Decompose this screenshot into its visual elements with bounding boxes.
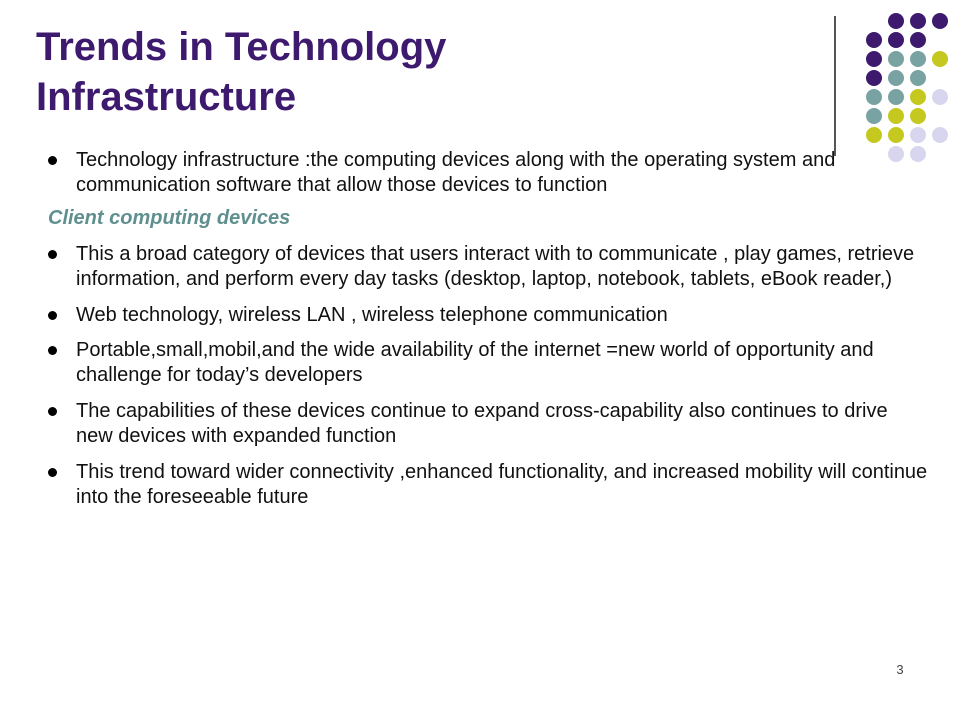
bullet-item [48,303,928,328]
bullet-text: Web technology, wireless LAN , wireless telephone communication [76,304,668,326]
decorative-dot [888,70,904,86]
bullet-icon [48,311,57,320]
decorative-dot [866,51,882,67]
decorative-divider-line [834,16,836,156]
slide-title [36,22,816,122]
decorative-dot [888,127,904,143]
title-line-2: Infrastructure [36,75,297,119]
decorative-dot [888,51,904,67]
decorative-dot [932,89,948,105]
decorative-dot [910,70,926,86]
decorative-dot [888,108,904,124]
decorative-dot [910,89,926,105]
decorative-dot [866,89,882,105]
bullet-icon [48,346,57,355]
decorative-dot [866,70,882,86]
bullet-icon [48,156,57,165]
slide-body [48,148,928,510]
section-subheading: Client computing devices [48,207,291,229]
decorative-dot [932,127,948,143]
bullet-text: Technology infrastructure :the computing devices along with the operating system and communication software that allow those devices to function [76,149,836,196]
decorative-dot [888,13,904,29]
decorative-dot [866,127,882,143]
decorative-dot [932,51,948,67]
slide-number: 3 [896,662,904,677]
bullet-item [48,148,928,198]
decorative-dot [866,108,882,124]
decorative-dot [910,108,926,124]
title-line-1: Trends in Technology [36,25,447,69]
decorative-dot [932,13,948,29]
bullet-item [48,338,928,388]
bullet-text: This a broad category of devices that users interact with to communicate , play games, retrieve information, and perform every day tasks (desktop, laptop, notebook, tablets, eBook reader,) [76,243,915,290]
bullet-icon [48,468,57,477]
decorative-dot [910,32,926,48]
bullet-text: The capabilities of these devices continue to expand cross-capability also continues to drive new devices with expanded function [76,400,888,447]
bullet-text: This trend toward wider connectivity ,enhanced functionality, and increased mobility will continue into the foreseeable future [76,461,928,508]
bullet-item [48,460,928,510]
decorative-dot [888,89,904,105]
bullet-icon [48,407,57,416]
decorative-dot [910,127,926,143]
decorative-dot [866,32,882,48]
bullet-item [48,399,928,449]
bullet-item [48,242,928,292]
decorative-dot [910,13,926,29]
bullet-icon [48,250,57,259]
decorative-dot [910,51,926,67]
decorative-dot [888,32,904,48]
bullet-text: Portable,small,mobil,and the wide availability of the internet =new world of opportunity and challenge for today’s developers [76,339,874,386]
